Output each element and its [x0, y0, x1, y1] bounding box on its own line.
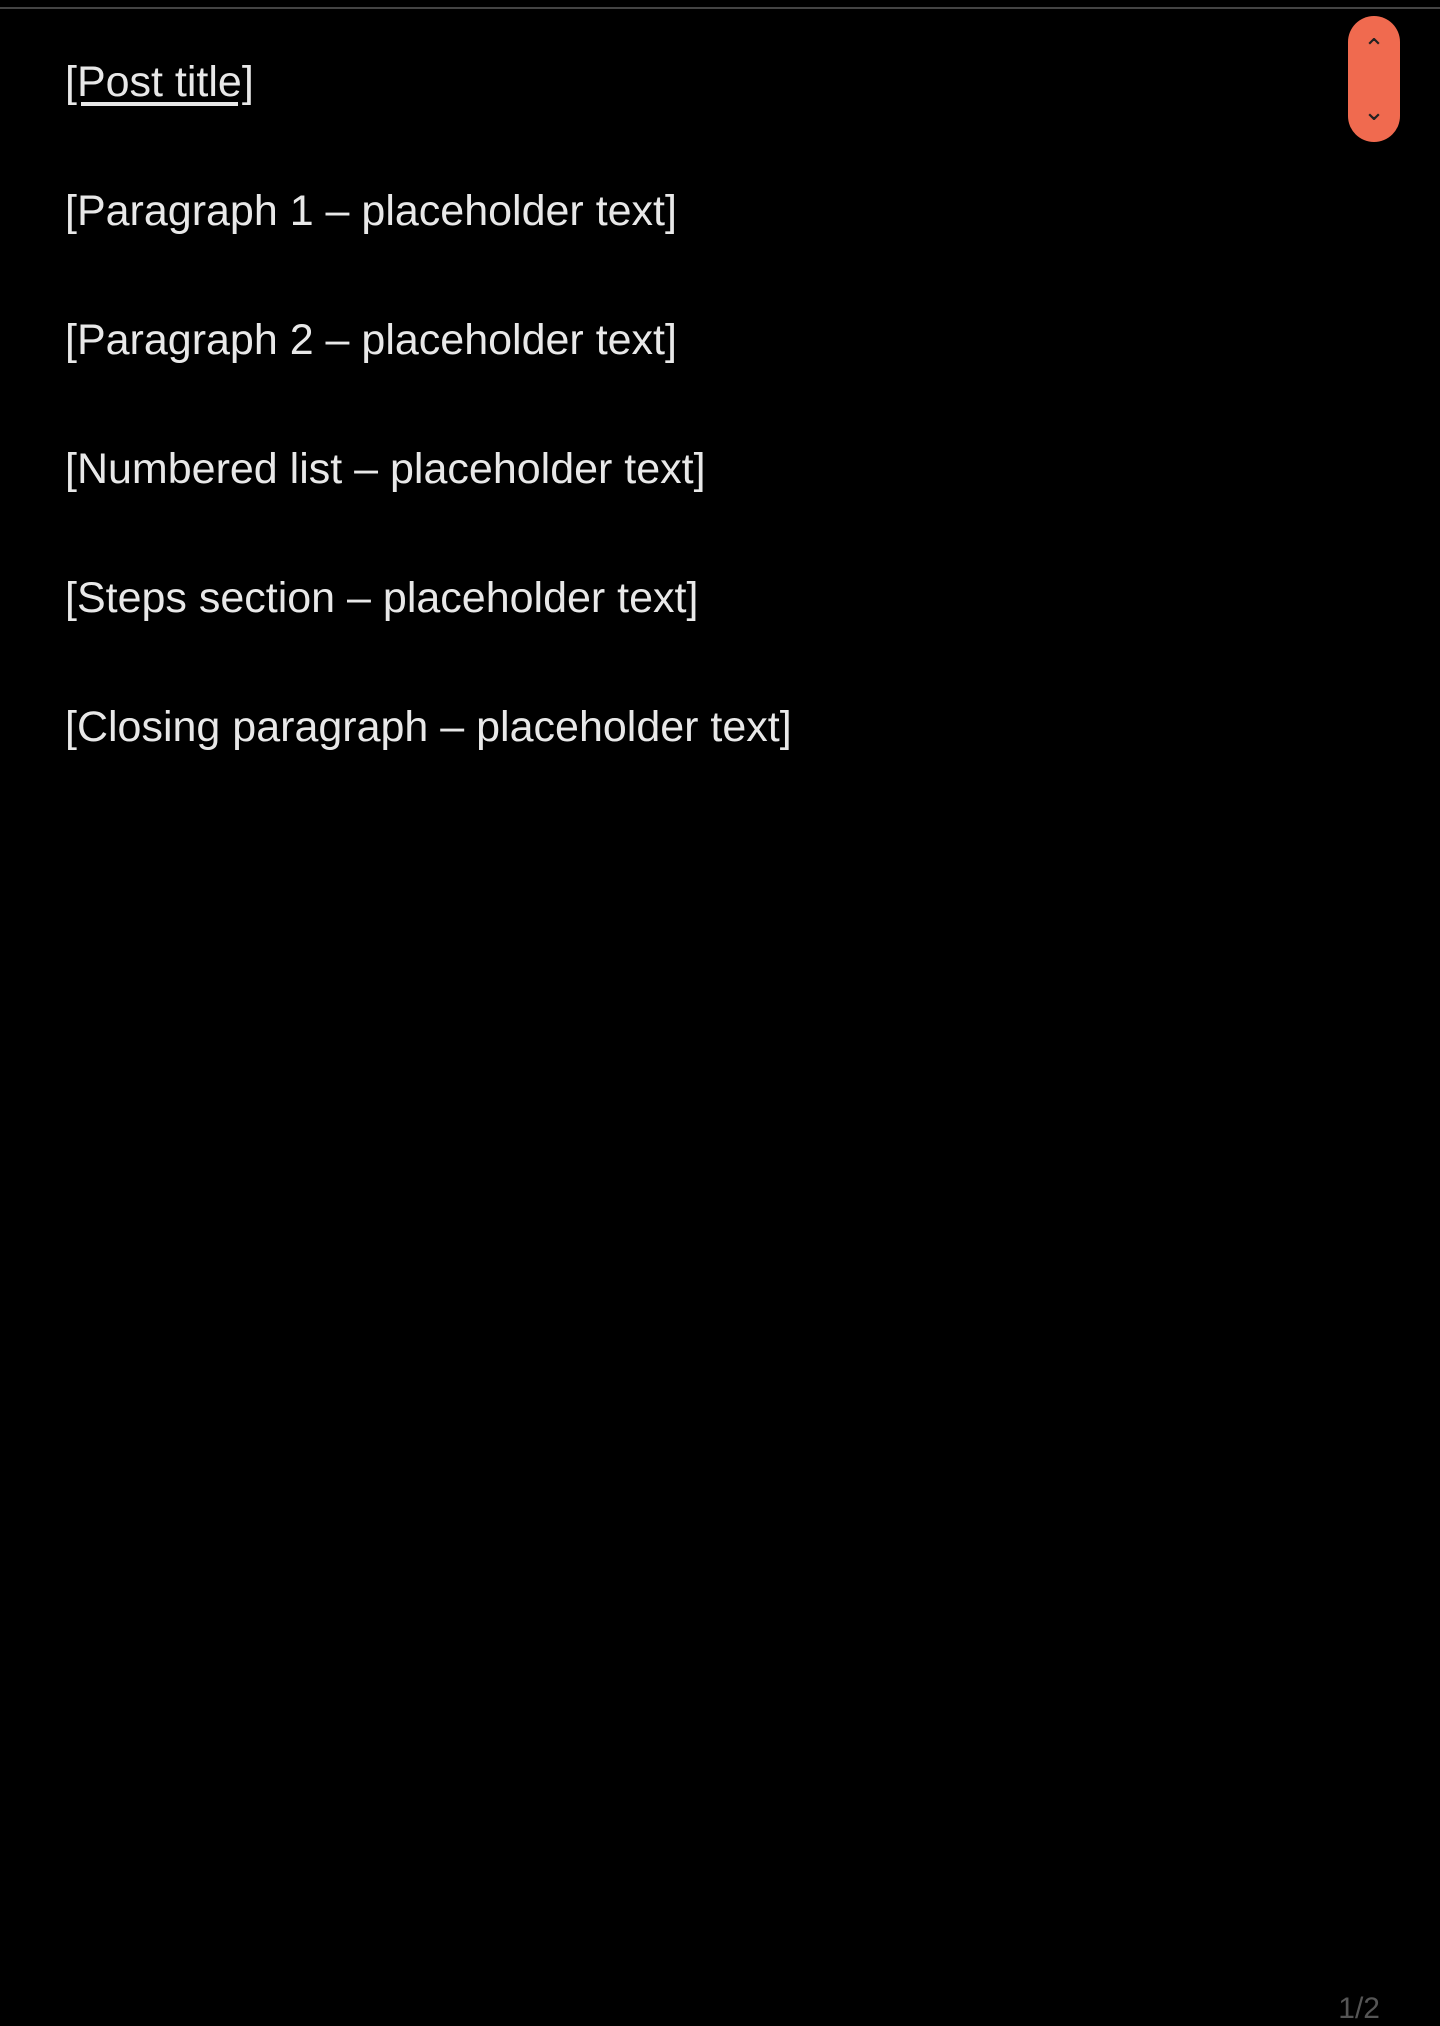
chevron-down-icon[interactable]: ⌄: [1363, 95, 1385, 126]
page-indicator: 1/2: [1338, 1992, 1380, 2025]
paragraph: [Paragraph 2 – placeholder text]: [65, 315, 677, 364]
paragraph: [Steps section – placeholder text]: [65, 573, 699, 622]
post-body: [65, 50, 1365, 824]
paragraph: [Closing paragraph – placeholder text]: [65, 702, 792, 751]
paragraph: [Numbered list – placeholder text]: [65, 444, 706, 493]
paragraph: [Paragraph 1 – placeholder text]: [65, 186, 677, 235]
chevron-up-icon[interactable]: ⌃: [1363, 32, 1385, 63]
post-title-link[interactable]: [Post title]: [65, 58, 254, 106]
scroll-nav: [1348, 16, 1400, 142]
top-divider: [0, 7, 1440, 9]
